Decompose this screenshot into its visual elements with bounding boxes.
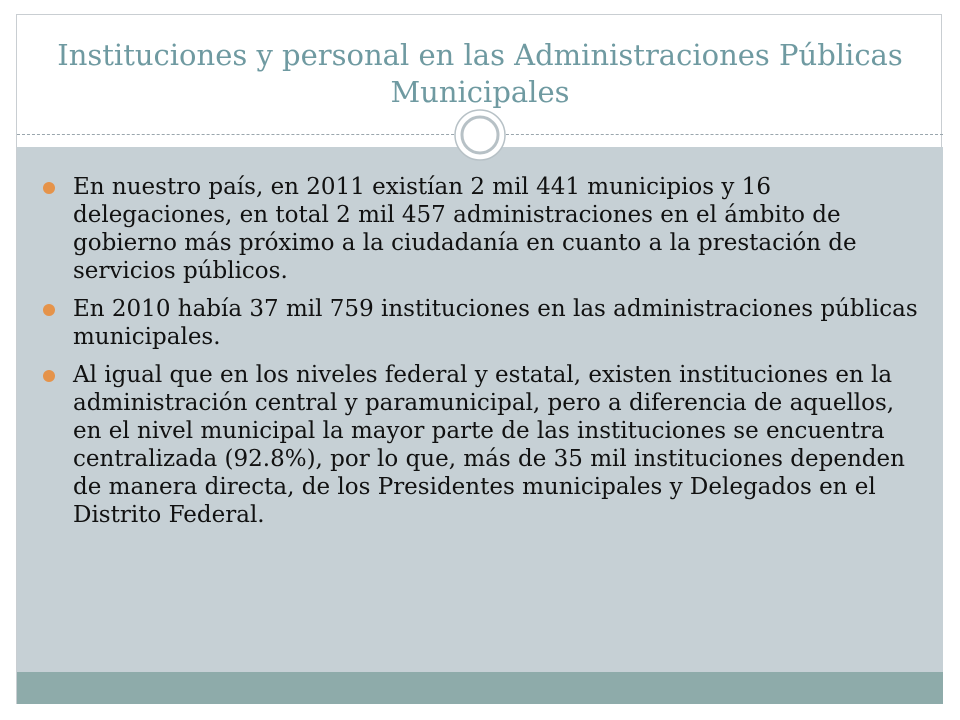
circle-bullet-icon — [43, 182, 55, 194]
bullet-item — [39, 295, 919, 351]
bullet-list — [39, 173, 919, 539]
bullet-text: En nuestro país, en 2011 existían 2 mil 441 municipios y 16 delegaciones, en total 2 mil 457 administraciones en el ámbito de gobierno más próximo a la ciudadanía en cuanto a la prestación de servicios públicos. — [73, 174, 857, 284]
circle-bullet-icon — [43, 304, 55, 316]
bullet-text: Al igual que en los niveles federal y estatal, existen instituciones en la administración central y paramunicipal, pero a diferencia de aquellos, en el nivel municipal la mayor parte de las instituciones se encuentra centralizada (92.8%), por lo que, más de 35 mil instituciones dependen de manera directa, de los Presidentes municipales y Delegados en el Distrito Federal. — [73, 362, 905, 528]
slide — [16, 14, 942, 704]
slide-title: Instituciones y personal en las Administraciones Públicas Municipales — [57, 38, 903, 109]
footer-bar — [17, 672, 943, 704]
bullet-text: En 2010 había 37 mil 759 instituciones en las administraciones públicas municipales. — [73, 296, 918, 350]
bullet-item — [39, 361, 919, 529]
bullet-item — [39, 173, 919, 285]
circle-bullet-icon — [43, 370, 55, 382]
content-area — [17, 147, 943, 672]
double-ring-ornament-icon — [453, 108, 507, 162]
